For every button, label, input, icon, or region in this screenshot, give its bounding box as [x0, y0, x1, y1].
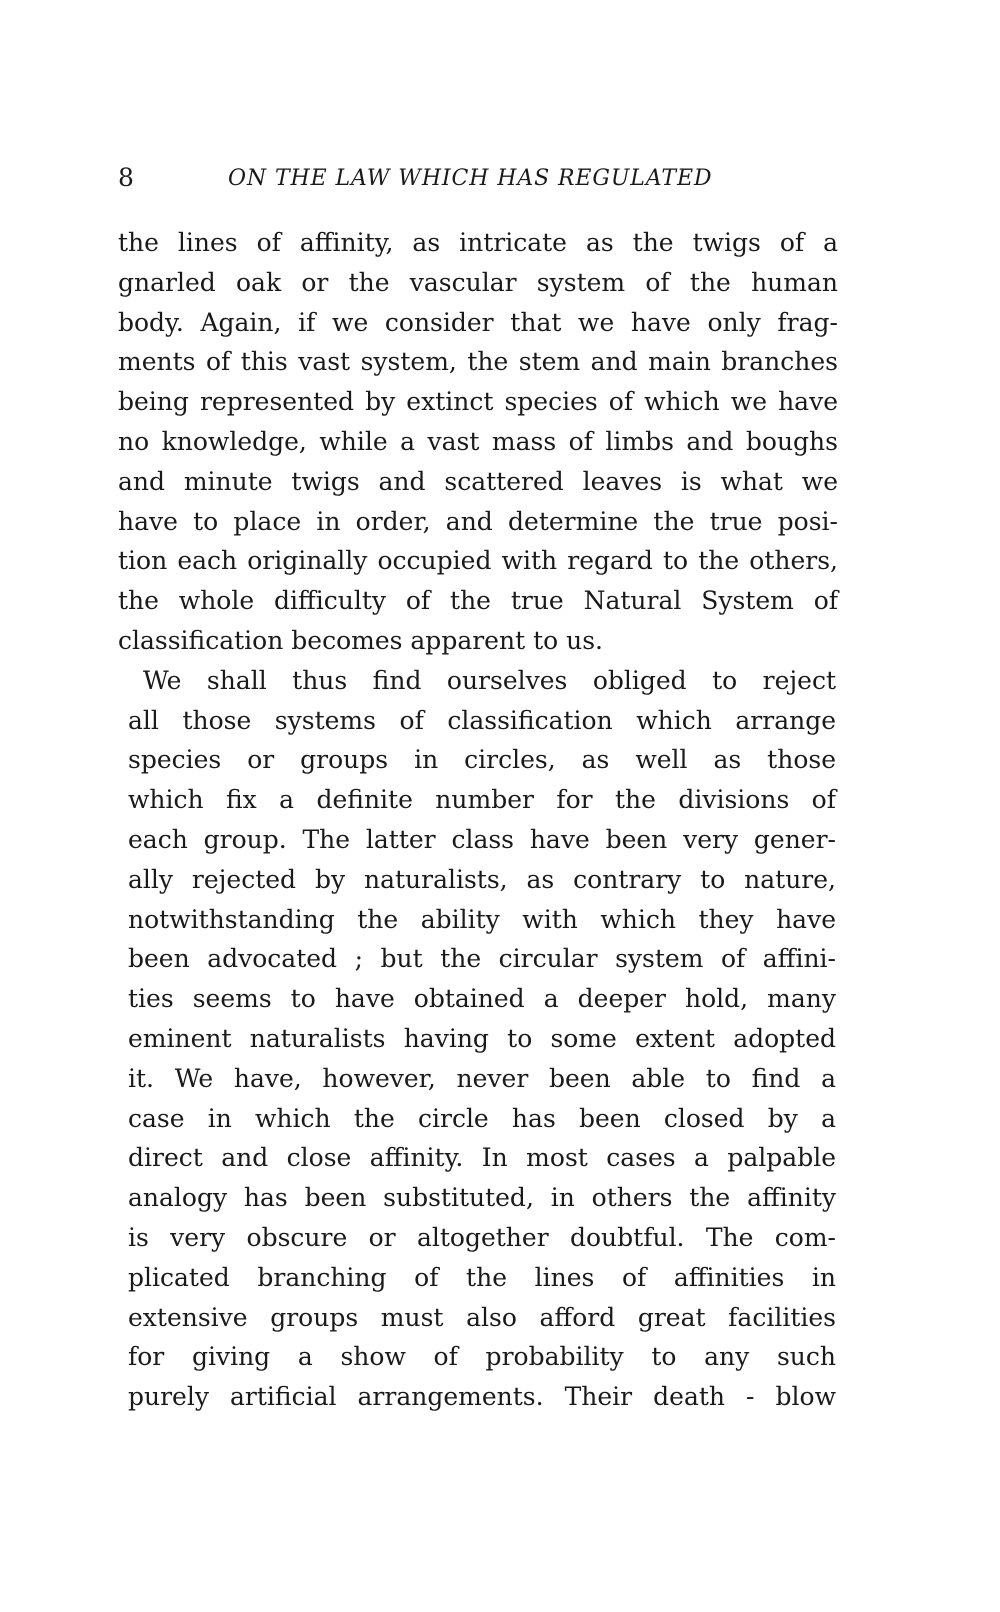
text-line: being represented by extinct species of which we have	[118, 387, 838, 417]
text-line: extensive groups must also afford great facilities	[128, 1302, 836, 1332]
text-line: is very obscure or altogether doubtful. The com-	[128, 1222, 836, 1252]
text-line: classification becomes apparent to us.	[118, 625, 603, 655]
text-line: have to place in order, and determine the true posi-	[118, 506, 838, 536]
text-line: for giving a show of probability to any such	[128, 1342, 836, 1372]
text-line: been advocated ; but the circular system of affini-	[128, 944, 836, 974]
text-line: plicated branching of the lines of affinities in	[128, 1262, 836, 1292]
text-line: case in which the circle has been closed by a	[128, 1103, 836, 1133]
text-line: all those systems of classification which arrange	[128, 705, 836, 735]
page-number: 8	[118, 163, 134, 192]
text-line: which fix a definite number for the divisions of	[128, 785, 836, 815]
text-line: species or groups in circles, as well as those	[128, 745, 836, 775]
text-line: tion each originally occupied with regard to the others,	[118, 546, 838, 576]
text-line: eminent naturalists having to some extent adopted	[128, 1023, 836, 1053]
text-line: and minute twigs and scattered leaves is what we	[118, 466, 838, 496]
text-line: the whole difficulty of the true Natural System of	[118, 586, 838, 616]
text-line: no knowledge, while a vast mass of limbs and boughs	[118, 426, 838, 456]
text-line: gnarled oak or the vascular system of the human	[118, 267, 838, 297]
text-line: We shall thus find ourselves obliged to reject	[143, 665, 836, 695]
text-line: ally rejected by naturalists, as contrary to nature,	[128, 864, 836, 894]
running-title: ON THE LAW WHICH HAS REGULATED	[228, 166, 713, 191]
paragraph-1	[118, 223, 838, 661]
text-line: it. We have, however, never been able to find a	[128, 1063, 836, 1093]
running-head	[118, 163, 858, 203]
text-line: the lines of affinity, as intricate as the twigs of a	[118, 228, 838, 257]
text-line: body. Again, if we consider that we have only frag-	[118, 307, 838, 337]
text-line: analogy has been substituted, in others the affinity	[128, 1183, 836, 1213]
text-line: purely artificial arrangements. Their death - blow	[128, 1382, 836, 1412]
text-line: ties seems to have obtained a deeper hold, many	[128, 984, 836, 1014]
body-text	[118, 223, 838, 1417]
text-line: notwithstanding the ability with which they have	[128, 904, 836, 934]
text-line: direct and close affinity. In most cases a palpable	[128, 1143, 836, 1173]
text-line: ments of this vast system, the stem and main branches	[118, 347, 838, 377]
paragraph-2	[118, 661, 838, 1417]
text-line: each group. The latter class have been very gener-	[128, 824, 836, 854]
